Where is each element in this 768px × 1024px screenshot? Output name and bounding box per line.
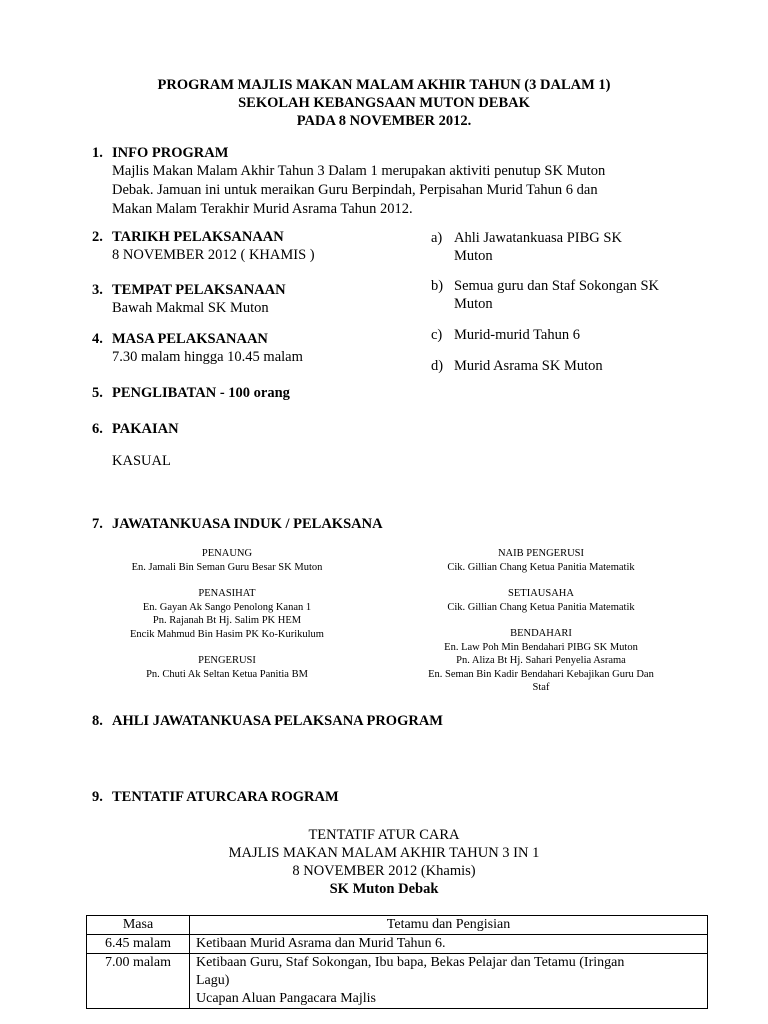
committee-role: SETIAUSAHA bbox=[508, 588, 574, 599]
committee-name: Cik. Gillian Chang Ketua Panitia Matematik bbox=[447, 601, 635, 613]
table-header-cell: Masa bbox=[87, 916, 190, 935]
section-8-number: 8. bbox=[92, 713, 103, 729]
list-letter: a) bbox=[431, 230, 443, 246]
table-cell-time: 6.45 malam bbox=[87, 935, 190, 954]
section-5-number: 5. bbox=[92, 385, 103, 401]
section-4-title: MASA PELAKSANAAN bbox=[112, 331, 268, 347]
committee-name: Staf bbox=[532, 682, 550, 693]
table-header-row bbox=[87, 916, 708, 935]
table-cell-time: 7.00 malam bbox=[87, 954, 190, 1009]
committee-role: PENAUNG bbox=[201, 548, 253, 559]
section-3-number: 3. bbox=[92, 282, 103, 298]
committee-name: Pn. Chuti Ak Seltan Ketua Panitia BM bbox=[146, 668, 308, 680]
section-3-title: TEMPAT PELAKSANAAN bbox=[112, 282, 286, 298]
participant-item-b bbox=[431, 277, 659, 313]
body-line: Majlis Makan Malam Akhir Tahun 3 Dalam 1 merupakan aktiviti penutup SK Muton bbox=[112, 163, 606, 179]
committee-name: Pn. Rajanah Bt Hj. Salim PK HEM bbox=[152, 615, 302, 626]
committee-name: En. Gayan Ak Sango Penolong Kanan 1 bbox=[142, 601, 312, 613]
tentatif-school: SK Muton Debak bbox=[329, 881, 439, 897]
participant-item-a bbox=[431, 229, 622, 265]
tentatif-heading bbox=[0, 826, 768, 898]
list-text: Muton bbox=[454, 296, 493, 312]
list-text: Murid Asrama SK Muton bbox=[454, 358, 603, 374]
section-4-number: 4. bbox=[92, 331, 103, 347]
section-6-body: KASUAL bbox=[112, 453, 171, 469]
body-line: Debak. Jamuan ini untuk meraikan Guru Berpindah, Perpisahan Murid Tahun 6 dan bbox=[112, 182, 598, 198]
committee-naib-pengerusi bbox=[390, 547, 692, 574]
tentatif-line: 8 NOVEMBER 2012 (Khamis) bbox=[292, 863, 476, 879]
committee-penaung bbox=[83, 547, 371, 574]
section-2-number: 2. bbox=[92, 229, 103, 245]
list-text: Ahli Jawatankuasa PIBG SK bbox=[454, 230, 622, 246]
section-6-number: 6. bbox=[92, 421, 103, 437]
section-2-body: 8 NOVEMBER 2012 ( KHAMIS ) bbox=[112, 247, 315, 263]
section-1-body bbox=[112, 162, 605, 219]
section-3-body: Bawah Makmal SK Muton bbox=[112, 300, 269, 316]
committee-name: Pn. Aliza Bt Hj. Sahari Penyelia Asrama bbox=[456, 655, 626, 666]
list-text: Muton bbox=[454, 248, 493, 264]
committee-pengerusi bbox=[83, 654, 371, 681]
list-text: Semua guru dan Staf Sokongan SK bbox=[454, 278, 659, 294]
content-line: Ketibaan Murid Asrama dan Murid Tahun 6. bbox=[196, 936, 446, 951]
title-line: PADA 8 NOVEMBER 2012. bbox=[296, 113, 472, 129]
title-line: SEKOLAH KEBANGSAAN MUTON DEBAK bbox=[238, 95, 530, 111]
body-line: Makan Malam Terakhir Murid Asrama Tahun 2012. bbox=[112, 201, 413, 217]
list-text: Murid-murid Tahun 6 bbox=[454, 327, 580, 343]
section-6-title: PAKAIAN bbox=[112, 421, 179, 437]
section-9-title: TENTATIF ATURCARA ROGRAM bbox=[112, 789, 339, 805]
schedule-table bbox=[86, 915, 708, 1009]
committee-setiausaha bbox=[390, 587, 692, 614]
title-line: PROGRAM MAJLIS MAKAN MALAM AKHIR TAHUN (3 DALAM 1) bbox=[157, 77, 611, 93]
committee-role: PENGERUSI bbox=[198, 655, 256, 666]
tentatif-line: TENTATIF ATUR CARA bbox=[308, 827, 460, 843]
content-line: Ketibaan Guru, Staf Sokongan, Ibu bapa, Bekas Pelajar dan Tetamu (Iringan bbox=[196, 955, 625, 970]
tentatif-line: MAJLIS MAKAN MALAM AKHIR TAHUN 3 IN 1 bbox=[228, 845, 540, 861]
committee-name: En. Seman Bin Kadir Bendahari Kebajikan Guru Dan bbox=[428, 668, 654, 680]
section-1-number: 1. bbox=[92, 145, 103, 161]
section-8-title: AHLI JAWATANKUASA PELAKSANA PROGRAM bbox=[112, 713, 443, 729]
section-7-number: 7. bbox=[92, 516, 103, 532]
committee-role: BENDAHARI bbox=[510, 628, 572, 639]
committee-role: NAIB PENGERUSI bbox=[497, 548, 585, 559]
list-letter: d) bbox=[431, 358, 444, 374]
section-7-title: JAWATANKUASA INDUK / PELAKSANA bbox=[112, 516, 383, 532]
committee-name: Encik Mahmud Bin Hasim PK Ko-Kurikulum bbox=[130, 628, 324, 640]
committee-name: En. Law Poh Min Bendahari PIBG SK Muton bbox=[444, 641, 638, 653]
committee-penasihat bbox=[83, 587, 371, 641]
section-1-title: INFO PROGRAM bbox=[112, 145, 229, 161]
committee-name: En. Jamali Bin Seman Guru Besar SK Muton bbox=[131, 561, 323, 573]
document-title bbox=[0, 76, 768, 130]
section-2-title: TARIKH PELAKSANAAN bbox=[112, 229, 284, 245]
content-line: Ucapan Aluan Pangacara Majlis bbox=[196, 991, 376, 1006]
table-row bbox=[87, 954, 708, 1009]
table-header-cell: Tetamu dan Pengisian bbox=[190, 916, 708, 935]
list-letter: c) bbox=[431, 327, 443, 343]
committee-role: PENASIHAT bbox=[198, 588, 256, 599]
content-line: Lagu) bbox=[196, 973, 230, 988]
table-row bbox=[87, 935, 708, 954]
committee-bendahari bbox=[390, 627, 692, 695]
section-4-body: 7.30 malam hingga 10.45 malam bbox=[112, 349, 303, 365]
section-5-title: PENGLIBATAN - 100 orang bbox=[112, 385, 290, 401]
table-cell-content bbox=[190, 935, 708, 954]
participant-item-d bbox=[431, 357, 603, 375]
participant-item-c bbox=[431, 326, 580, 344]
list-letter: b) bbox=[431, 278, 444, 294]
section-9-number: 9. bbox=[92, 789, 103, 805]
committee-name: Cik. Gillian Chang Ketua Panitia Matematik bbox=[447, 561, 635, 573]
table-cell-content bbox=[190, 954, 708, 1009]
